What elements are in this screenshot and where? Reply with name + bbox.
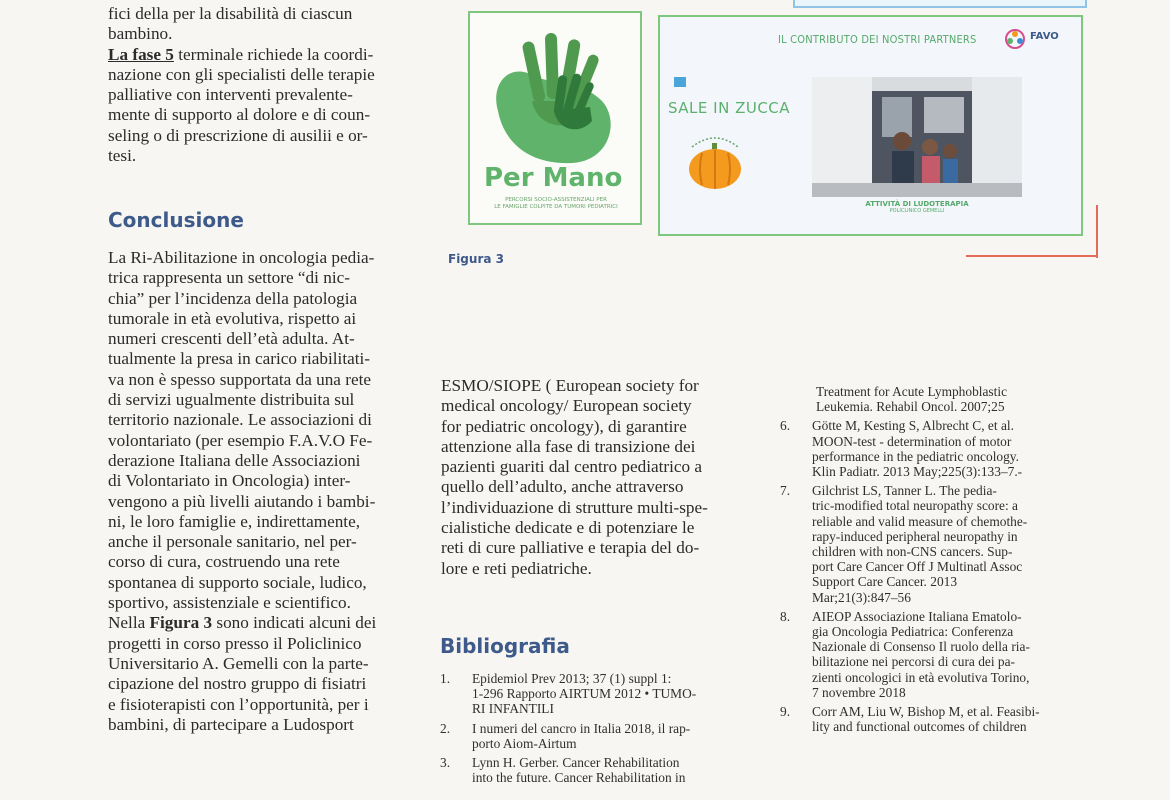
reference-line: bilitazione nei percorsi di cura dei pa- — [812, 654, 1016, 670]
reference-item — [780, 609, 1098, 700]
reference-line: reliable and valid measure of chemothe- — [812, 513, 1028, 529]
reference-item — [780, 483, 1098, 605]
reference-line: Epidemiol Prev 2013; 37 (1) suppl 1: — [472, 671, 672, 686]
intro-fragment — [108, 4, 426, 45]
reference-line: Lynn H. Gerber. Cancer Rehabilitation — [472, 755, 680, 771]
reference-line: Support Care Cancer. 2013 — [812, 574, 958, 590]
reference-line: Götte M, Kesting S, Albrecht C, et al. — [812, 418, 1014, 434]
reference-text — [472, 671, 758, 717]
pumpkin-icon — [680, 125, 750, 195]
text-line: attenzione alla fase di transizione dei — [441, 436, 696, 456]
text-line: tualmente la presa in carico riabilitati- — [108, 349, 370, 369]
reference-line: lity and functional outcomes of children — [812, 719, 1027, 735]
text-line: e fisioterapisti con l’opportunità, per i — [108, 694, 369, 714]
reference-item — [780, 418, 1098, 479]
red-accent-vertical — [1096, 205, 1098, 258]
text-line: medical oncology/ European society — [441, 396, 692, 416]
reference-line: zienti oncologici in età evolutiva Torino, — [812, 669, 1030, 685]
figura-ref: Figura 3 — [149, 613, 213, 633]
text-line: chia” per l’incidenza della patologia — [108, 288, 358, 308]
blue-square-icon — [674, 77, 686, 87]
reference-line: Gilchrist LS, Tanner L. The pedia- — [812, 483, 997, 499]
ludoterapia-photo — [812, 77, 1022, 197]
reference-line: gia Oncologia Pediatrica: Conferenza — [812, 624, 1014, 640]
text-line: fici della per la disabilità di ciascun — [108, 4, 353, 23]
hands-logo-icon — [470, 23, 640, 173]
text-line: cipazione del nostro gruppo di fisiatri — [108, 674, 367, 694]
reference-line: porto Aiom-Airtum — [472, 735, 577, 751]
text-line: va non è spesso supportata da una rete — [108, 369, 371, 389]
text-line: nazione con gli specialisti delle terapie — [108, 64, 375, 84]
reference-item — [440, 721, 758, 751]
left-column — [108, 4, 426, 166]
reference-line: Klin Padiatr. 2013 May;225(3):133–7.- — [812, 464, 1023, 480]
text-line: bambino. — [108, 24, 173, 44]
text-line: territorio nazionale. Le associazioni di — [108, 410, 372, 430]
reference-line: performance in the pediatric oncology. — [812, 448, 1019, 464]
reference-line: Corr AM, Liu W, Bishop M, et al. Feasibi- — [812, 704, 1040, 720]
text-line: Leukemia. Rehabil Oncol. 2007;25 — [816, 399, 1005, 415]
middle-references — [440, 671, 758, 789]
reference-text — [472, 721, 758, 751]
text-line: Treatment for Acute Lymphoblastic — [816, 384, 1008, 399]
text-line: for pediatric oncology), di garantire — [441, 416, 687, 436]
text-line: vengono a più livelli aiutando i bambi- — [108, 491, 376, 511]
reference-line: rapy-induced peripheral neuropathy in — [812, 528, 1018, 544]
text-line: di servizi ugualmente distribuita sul — [108, 390, 355, 410]
text-line: anche il personale sanitario, nel per- — [108, 532, 357, 552]
text-line: corso di cura, costruendo una rete — [108, 552, 340, 572]
reference-item — [440, 755, 758, 785]
reference-line: Mar;21(3):847–56 — [812, 589, 911, 605]
reference-line: Nazionale di Consenso Il ruolo della ria- — [812, 639, 1030, 655]
text-line: spontanea di supporto sociale, ludico, — [108, 572, 367, 592]
text-line: lore e reti pediatriche. — [441, 558, 592, 578]
text-line: sportivo, assistenziale e scientifico. — [108, 593, 351, 613]
reference-line: RI INFANTILI — [472, 701, 554, 717]
text-line: tumorale in età evolutiva, rispetto ai — [108, 308, 357, 328]
favo-logo-icon — [1004, 28, 1026, 50]
fase5-label: La fase 5 — [108, 44, 174, 64]
text-line: ESMO/SIOPE ( European society for — [441, 376, 699, 395]
partners-title: IL CONTRIBUTO DEI NOSTRI PARTNERS — [778, 33, 977, 46]
per-mano-panel — [468, 11, 642, 225]
text-line: di Volontariato in Oncologia) inter- — [108, 471, 351, 491]
text-line: seling o di prescrizione di ausilii e or- — [108, 125, 368, 145]
reference-line: 7 novembre 2018 — [812, 684, 906, 700]
reference-number: 7. — [780, 483, 791, 499]
text-line: derazione Italiana delle Associazioni — [108, 450, 361, 470]
right-references — [780, 384, 1098, 738]
text-line: progetti in corso presso il Policlinico — [108, 633, 362, 653]
figura-ref-line: Nella Figura 3 sono indicati alcuni dei — [108, 613, 377, 633]
per-mano-subtitle: PERCORSI SOCIO-ASSISTENZIALI PER LE FAMIGLIE COLPITE DA TUMORI PEDIATRICI — [494, 197, 618, 210]
text-line: quello dell’adulto, anche attraverso — [441, 477, 684, 497]
text-line: tesi. — [108, 146, 137, 166]
reference-text — [472, 755, 758, 785]
reference-number: 9. — [780, 704, 791, 720]
photo-scene — [812, 77, 1022, 197]
reference-line: children with non-CNS cancers. Sup- — [812, 544, 1013, 560]
reference-item — [780, 704, 1098, 734]
reference-line: MOON-test - determination of motor — [812, 433, 1012, 449]
reference-number: 8. — [780, 608, 791, 624]
reference-line: port Care Cancer Off J Multinatl Assoc — [812, 559, 1023, 575]
reference-text — [812, 704, 1098, 734]
text-line: La Ri-Abilitazione in oncologia pedia- — [108, 248, 375, 267]
text-line: trica rappresenta un settore “di nic- — [108, 268, 350, 288]
fase5-paragraph: La fase 5 terminale richiede la coordi- — [108, 44, 374, 64]
text-line: cialistiche dedicate e di potenziare le — [441, 518, 695, 538]
reference-item — [440, 671, 758, 717]
text-line: palliative con interventi prevalente- — [108, 85, 353, 105]
reference-number: 2. — [440, 720, 451, 736]
figure-caption: Figura 3 — [448, 252, 504, 266]
text-line: Universitario A. Gemelli con la parte- — [108, 653, 369, 673]
text-line: bambini, di partecipare a Ludosport — [108, 714, 354, 734]
per-mano-title: Per Mano — [484, 163, 623, 193]
conclusion-title: Conclusione — [108, 208, 244, 232]
text-line: l’individuazione di strutture multi-spe- — [441, 497, 708, 517]
reference-text — [812, 483, 1098, 605]
reference-text — [812, 609, 1098, 700]
text-line: reti di cure palliative e terapia del do- — [441, 538, 700, 558]
text-line: numeri crescenti dell’età adulta. At- — [108, 329, 355, 349]
reference-number: 3. — [440, 755, 451, 771]
figure-top-banner — [793, 0, 1087, 8]
red-accent-horizontal — [966, 255, 1098, 257]
bibliography-title: Bibliografia — [440, 634, 570, 658]
reference-number: 1. — [440, 671, 451, 686]
reference-line: 1-296 Rapporto AIRTUM 2012 • TUMO- — [472, 686, 697, 702]
partners-panel — [658, 15, 1083, 236]
conclusion-body — [108, 248, 426, 735]
activity-caption: ATTIVITÀ DI LUDOTERAPIA POLICLINICO GEMELLI — [865, 200, 969, 214]
middle-column-text — [441, 376, 757, 579]
reference-line: into the future. Cancer Rehabilitation in — [472, 770, 686, 786]
reference-text — [812, 418, 1098, 479]
reference-line: I numeri del cancro in Italia 2018, il rap- — [472, 720, 691, 736]
text-line: mente di supporto al dolore e di coun- — [108, 105, 371, 125]
text-line: ni, le loro famiglie e, indirettamente, — [108, 511, 360, 531]
text-line: volontariato (per esempio F.A.V.O Fe- — [108, 430, 373, 450]
text-line: pazienti guariti dal centro pediatrico a — [441, 457, 703, 477]
reference-number: 6. — [780, 418, 791, 434]
fase5-text — [108, 65, 426, 166]
favo-logo: FAVO — [1004, 27, 1068, 51]
sale-in-zucca-logo: SALE IN ZUCCA — [668, 99, 791, 117]
reference-line: tric-modified total neuropathy score: a — [812, 498, 1018, 514]
reference-line: AIEOP Associazione Italiana Ematolo- — [812, 608, 1022, 624]
